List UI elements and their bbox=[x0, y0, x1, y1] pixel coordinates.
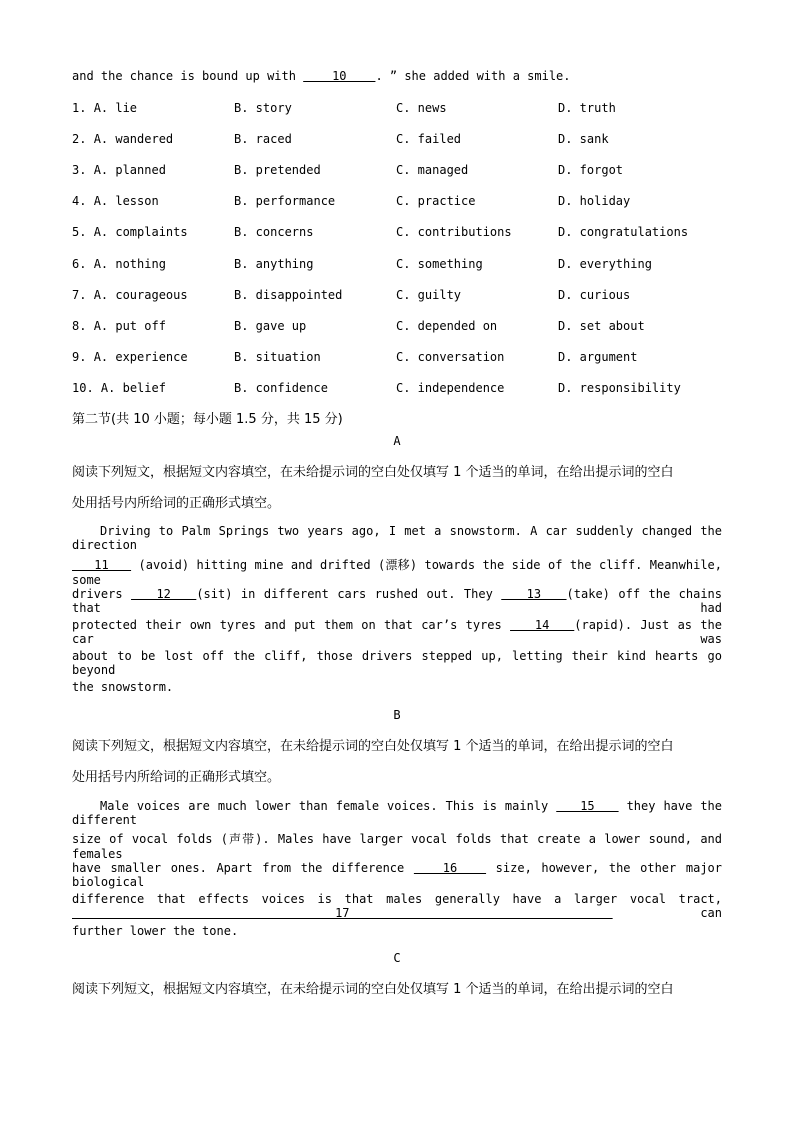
option-d: D. holiday bbox=[558, 194, 631, 208]
section-heading: 第二节(共 10 小题；每小题 1.5 分，共 15 分) bbox=[72, 412, 343, 427]
instructions-line-1: 阅读下列短文，根据短文内容填空，在未给提示词的空白处仅填写 1 个适当的单词，在给出提示词的空白 bbox=[72, 465, 674, 480]
option-b: B. concerns bbox=[234, 225, 314, 239]
intro-line: and the chance is bound up with 10 . ” she added with a smile. bbox=[72, 69, 571, 83]
passage-a-line: Driving to Palm Springs two years ago, I met a snowstorm. A car suddenly changed the direction bbox=[72, 524, 722, 552]
passage-b-line: further lower the tone. bbox=[72, 924, 239, 938]
option-a: 10. A. belief bbox=[72, 381, 166, 395]
option-b: B. anything bbox=[234, 257, 314, 271]
instructions-line-2: 处用括号内所给词的正确形式填空。 bbox=[72, 770, 281, 785]
option-a: 7. A. courageous bbox=[72, 288, 188, 302]
option-row bbox=[72, 101, 752, 121]
answer-blank: 15 bbox=[556, 799, 619, 813]
option-row bbox=[72, 194, 752, 214]
passage-b-line: Male voices are much lower than female voices. This is mainly 15 they have the different bbox=[72, 799, 723, 827]
answer-blank: 10 bbox=[303, 69, 376, 83]
answer-blank: 14 bbox=[510, 618, 575, 632]
option-b: B. situation bbox=[234, 350, 321, 364]
instructions-line-1: 阅读下列短文，根据短文内容填空，在未给提示词的空白处仅填写 1 个适当的单词，在给出提示词的空白 bbox=[72, 982, 674, 997]
option-c: C. something bbox=[396, 257, 483, 271]
option-row bbox=[72, 163, 752, 183]
passage-a-line: the snowstorm. bbox=[72, 680, 174, 694]
option-b: B. pretended bbox=[234, 163, 321, 177]
option-a: 3. A. planned bbox=[72, 163, 166, 177]
option-c: C. managed bbox=[396, 163, 469, 177]
answer-blank: 13 bbox=[501, 587, 567, 601]
answer-blank: 12 bbox=[131, 587, 197, 601]
option-a: 8. A. put off bbox=[72, 319, 166, 333]
option-d: D. curious bbox=[558, 288, 631, 302]
option-row bbox=[72, 257, 752, 277]
option-row bbox=[72, 225, 752, 245]
option-d: D. set about bbox=[558, 319, 645, 333]
passage-a-line: drivers 12 (sit) in different cars rushed out. They 13 (take) off the chains that had bbox=[72, 587, 723, 615]
option-c: C. independence bbox=[396, 381, 505, 395]
answer-blank: 17 bbox=[72, 906, 613, 920]
option-d: D. sank bbox=[558, 132, 609, 146]
passage-a-line: protected their own tyres and put them on that car’s tyres 14 (rapid). Just as the car was bbox=[72, 618, 722, 646]
option-c: C. conversation bbox=[396, 350, 505, 364]
passage-b-line: difference that effects voices is that males generally have a larger vocal tract, 17 can bbox=[72, 892, 722, 920]
option-a: 6. A. nothing bbox=[72, 257, 166, 271]
option-c: C. depended on bbox=[396, 319, 498, 333]
passage-a-line: about to be lost off the cliff, those drivers stepped up, letting their kind hearts go beyond bbox=[72, 649, 722, 677]
option-b: B. disappointed bbox=[234, 288, 343, 302]
option-d: D. argument bbox=[558, 350, 638, 364]
passage-c-label: C bbox=[393, 951, 401, 965]
passage-b-label: B bbox=[393, 708, 401, 722]
passage-b-line: have smaller ones. Apart from the difference 16 size, however, the other major biological bbox=[72, 861, 723, 889]
option-d: D. everything bbox=[558, 257, 652, 271]
option-b: B. performance bbox=[234, 194, 336, 208]
option-d: D. truth bbox=[558, 101, 616, 115]
option-row bbox=[72, 381, 752, 401]
answer-blank: 16 bbox=[413, 861, 487, 875]
option-row bbox=[72, 350, 752, 370]
option-b: B. raced bbox=[234, 132, 292, 146]
option-b: B. confidence bbox=[234, 381, 328, 395]
option-a: 4. A. lesson bbox=[72, 194, 159, 208]
option-a: 5. A. complaints bbox=[72, 225, 188, 239]
option-c: C. practice bbox=[396, 194, 476, 208]
option-d: D. congratulations bbox=[558, 225, 689, 239]
passage-a-line: 11 (avoid) hitting mine and drifted (漂移) towards the side of the cliff. Meanwhile, some bbox=[72, 558, 722, 587]
option-d: D. responsibility bbox=[558, 381, 681, 395]
option-row bbox=[72, 288, 752, 308]
instructions-line-2: 处用括号内所给词的正确形式填空。 bbox=[72, 496, 281, 511]
option-a: 9. A. experience bbox=[72, 350, 188, 364]
passage-b-line: size of vocal folds (声带). Males have larger vocal folds that create a lower sound, and females bbox=[72, 832, 722, 861]
option-c: C. news bbox=[396, 101, 447, 115]
option-a: 1. A. lie bbox=[72, 101, 138, 115]
option-row bbox=[72, 132, 752, 152]
passage-a-label: A bbox=[393, 434, 401, 448]
option-a: 2. A. wandered bbox=[72, 132, 174, 146]
answer-blank: 11 bbox=[72, 558, 132, 572]
option-c: C. contributions bbox=[396, 225, 512, 239]
option-b: B. story bbox=[234, 101, 292, 115]
option-d: D. forgot bbox=[558, 163, 624, 177]
option-c: C. failed bbox=[396, 132, 462, 146]
option-b: B. gave up bbox=[234, 319, 307, 333]
option-row bbox=[72, 319, 752, 339]
instructions-line-1: 阅读下列短文，根据短文内容填空，在未给提示词的空白处仅填写 1 个适当的单词，在给出提示词的空白 bbox=[72, 739, 674, 754]
option-c: C. guilty bbox=[396, 288, 462, 302]
